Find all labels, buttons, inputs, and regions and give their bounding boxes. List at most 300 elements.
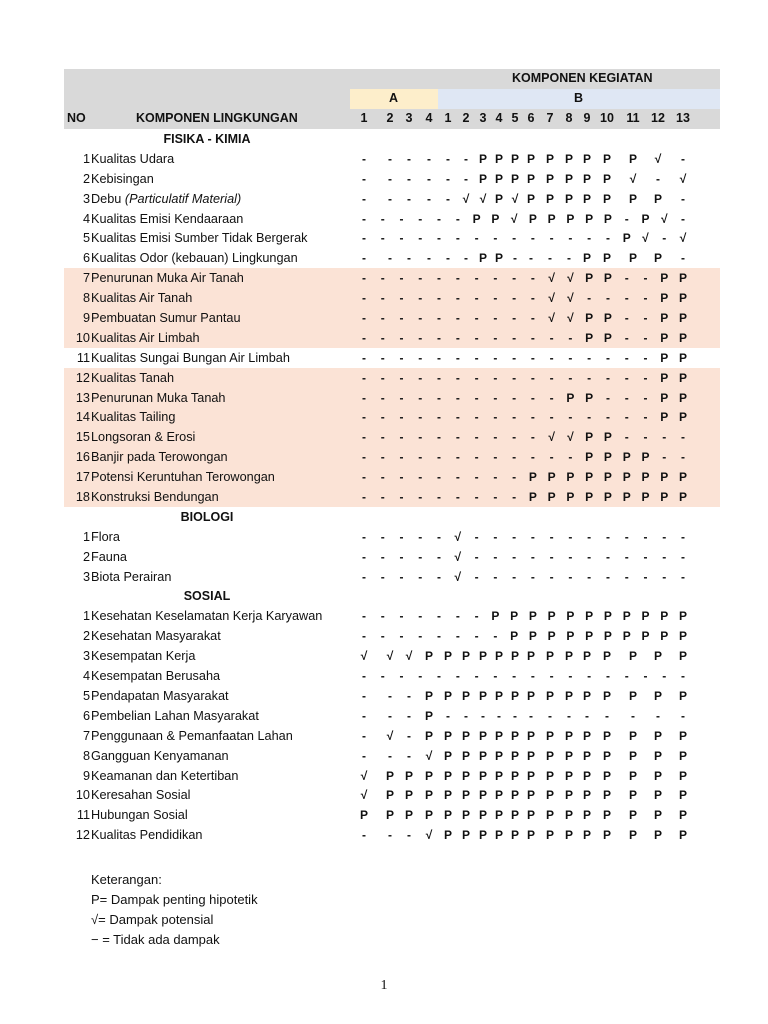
impact-mark: P: [582, 151, 591, 166]
impact-mark: P: [491, 211, 500, 226]
impact-mark: -: [380, 330, 385, 345]
impact-mark: -: [380, 370, 385, 385]
impact-mark: P: [566, 211, 575, 226]
impact-mark: P: [564, 649, 573, 664]
component-name: [91, 647, 195, 665]
impact-mark: -: [512, 549, 517, 564]
impact-mark: P: [602, 688, 611, 703]
impact-mark: P: [478, 808, 487, 823]
component-name-text: Kualitas Air Tanah: [91, 291, 193, 306]
impact-mark: -: [643, 350, 648, 365]
impact-mark: P: [494, 151, 503, 166]
impact-mark: P: [653, 788, 662, 803]
impact-mark: √: [642, 231, 649, 246]
component-name-text: Kualitas Emisi Kendaaraan: [91, 211, 244, 226]
impact-mark: -: [437, 569, 442, 584]
impact-mark: -: [624, 370, 629, 385]
impact-mark: -: [530, 271, 535, 286]
impact-mark: P: [585, 271, 594, 286]
impact-mark: -: [418, 669, 423, 684]
impact-mark: -: [407, 708, 411, 723]
impact-mark: -: [624, 569, 629, 584]
impact-mark: P: [545, 688, 554, 703]
impact-mark: P: [641, 629, 650, 644]
impact-mark: -: [437, 629, 442, 644]
impact-mark: P: [564, 788, 573, 803]
impact-mark: -: [474, 271, 479, 286]
header-sub-row: [64, 89, 720, 109]
impact-mark: -: [587, 669, 592, 684]
impact-mark: -: [493, 271, 498, 286]
impact-mark: -: [512, 271, 517, 286]
impact-mark: P: [660, 291, 669, 306]
impact-mark: P: [678, 609, 687, 624]
impact-mark: -: [362, 529, 366, 544]
impact-mark: -: [362, 211, 366, 226]
section-title: FISIKA - KIMIA: [163, 132, 251, 146]
component-name-text: Keresahan Sosial: [91, 788, 191, 803]
impact-mark: -: [493, 390, 498, 405]
row-number: 7: [82, 271, 90, 286]
impact-mark: -: [380, 569, 385, 584]
impact-mark: -: [662, 569, 667, 584]
impact-mark: P: [628, 191, 637, 206]
legend-item-check: √= Dampak potensial: [91, 912, 214, 927]
impact-mark: P: [628, 728, 637, 743]
impact-mark: P: [510, 609, 519, 624]
component-name-text: Pembuatan Sumur Pantau: [91, 311, 241, 326]
impact-mark: P: [494, 649, 503, 664]
impact-mark: -: [399, 470, 404, 485]
impact-mark: -: [407, 191, 411, 206]
impact-mark: -: [643, 311, 648, 326]
impact-mark: P: [641, 490, 650, 505]
impact-mark: -: [362, 828, 366, 843]
column-number-header: 9: [583, 111, 591, 125]
impact-mark: -: [437, 549, 442, 564]
impact-mark: -: [437, 291, 442, 306]
impact-mark: -: [493, 330, 498, 345]
section-title: BIOLOGI: [180, 509, 234, 524]
impact-mark: P: [566, 490, 575, 505]
impact-mark: -: [474, 430, 479, 445]
impact-mark: -: [455, 390, 460, 405]
component-name-text: Potensi Keruntuhan Terowongan: [91, 470, 275, 485]
impact-mark: -: [631, 708, 635, 723]
impact-mark: P: [510, 808, 519, 823]
impact-mark: P: [424, 728, 433, 743]
impact-mark: P: [494, 171, 503, 186]
component-name-text: Pendapatan Masyarakat: [91, 688, 229, 703]
impact-mark: √: [454, 529, 462, 544]
impact-mark: -: [568, 569, 573, 584]
impact-mark: P: [545, 728, 554, 743]
impact-mark: -: [568, 330, 573, 345]
impact-mark: √: [386, 649, 394, 664]
matrix-body: [64, 129, 720, 845]
impact-mark: -: [481, 708, 485, 723]
impact-mark: P: [660, 470, 669, 485]
impact-mark: P: [653, 728, 662, 743]
impact-mark: -: [388, 171, 392, 186]
impact-mark: -: [493, 231, 498, 246]
group-a-cell: [350, 89, 438, 109]
impact-mark: -: [549, 370, 554, 385]
impact-mark: -: [418, 450, 423, 465]
impact-mark: -: [362, 271, 366, 286]
impact-mark: P: [494, 808, 503, 823]
table-row: [64, 288, 720, 308]
component-name: [91, 747, 229, 765]
impact-mark: P: [494, 768, 503, 783]
impact-mark: P: [547, 490, 556, 505]
impact-mark: -: [474, 330, 479, 345]
impact-mark: -: [681, 569, 685, 584]
impact-mark: -: [437, 370, 442, 385]
impact-mark: P: [628, 788, 637, 803]
table-row: [64, 228, 720, 248]
impact-mark: P: [545, 748, 554, 763]
impact-mark: √: [679, 171, 687, 186]
impact-mark: P: [602, 171, 611, 186]
impact-mark: P: [545, 649, 554, 664]
impact-mark: -: [362, 330, 366, 345]
impact-mark: P: [545, 808, 554, 823]
table-row: [64, 686, 720, 706]
impact-mark: -: [388, 748, 392, 763]
impact-mark: P: [510, 171, 519, 186]
impact-mark: P: [528, 490, 537, 505]
impact-mark: -: [681, 251, 685, 266]
component-name: [91, 210, 243, 228]
component-name-text: Kebisingan: [91, 171, 154, 186]
impact-mark: P: [564, 151, 573, 166]
impact-mark: P: [602, 151, 611, 166]
component-name-text: Kualitas Pendidikan: [91, 828, 203, 843]
table-row: [64, 567, 720, 587]
impact-mark: P: [678, 629, 687, 644]
impact-mark: P: [526, 688, 535, 703]
impact-mark: -: [418, 410, 423, 425]
row-number: 6: [82, 251, 90, 266]
impact-mark: -: [446, 708, 450, 723]
impact-mark: -: [437, 669, 442, 684]
impact-mark: -: [399, 311, 404, 326]
impact-mark: -: [464, 251, 468, 266]
impact-mark: -: [399, 231, 404, 246]
impact-mark: -: [399, 629, 404, 644]
impact-mark: -: [474, 370, 479, 385]
component-name: [91, 568, 171, 586]
impact-mark: P: [603, 490, 612, 505]
impact-mark: -: [464, 708, 468, 723]
impact-mark: -: [380, 450, 385, 465]
impact-mark: P: [582, 808, 591, 823]
component-name: [91, 528, 120, 546]
impact-mark: -: [567, 708, 571, 723]
impact-mark: -: [418, 470, 423, 485]
impact-mark: -: [455, 311, 460, 326]
impact-mark: P: [478, 768, 487, 783]
impact-mark: -: [399, 370, 404, 385]
impact-mark: -: [474, 609, 479, 624]
impact-mark: -: [474, 291, 479, 306]
impact-mark: P: [461, 808, 470, 823]
impact-mark: -: [643, 291, 648, 306]
impact-mark: -: [605, 231, 610, 246]
impact-mark: -: [380, 669, 385, 684]
impact-mark: -: [624, 291, 629, 306]
impact-mark: P: [602, 251, 611, 266]
impact-mark: -: [418, 629, 423, 644]
table-row: [64, 308, 720, 328]
impact-mark: -: [549, 231, 554, 246]
component-name: [91, 309, 241, 327]
impact-mark: P: [564, 191, 573, 206]
impact-mark: P: [461, 828, 470, 843]
column-number-header: 4: [495, 111, 503, 125]
table-row: [64, 527, 720, 547]
column-header-row: [64, 109, 720, 129]
impact-mark: -: [493, 470, 498, 485]
impact-mark: -: [418, 549, 423, 564]
impact-mark: P: [510, 768, 519, 783]
impact-mark: -: [418, 609, 423, 624]
impact-mark: P: [461, 748, 470, 763]
impact-mark: -: [493, 370, 498, 385]
impact-mark: -: [388, 151, 392, 166]
impact-mark: P: [566, 390, 575, 405]
impact-mark: P: [424, 808, 433, 823]
component-name-text: Penggunaan & Pemanfaatan Lahan: [91, 728, 293, 743]
impact-mark: -: [530, 370, 535, 385]
impact-mark: P: [478, 649, 487, 664]
impact-mark: P: [494, 191, 503, 206]
impact-mark: P: [602, 768, 611, 783]
impact-mark: -: [437, 490, 442, 505]
component-name: [91, 289, 192, 307]
impact-mark: P: [510, 788, 519, 803]
component-name: [91, 389, 226, 407]
row-number: 8: [82, 748, 90, 763]
impact-mark: P: [526, 808, 535, 823]
impact-mark: -: [399, 390, 404, 405]
component-name-text: Biota Perairan: [91, 569, 172, 584]
impact-mark: P: [526, 728, 535, 743]
impact-mark: -: [418, 529, 423, 544]
impact-mark: -: [362, 231, 366, 246]
impact-mark: √: [679, 231, 687, 246]
impact-mark: P: [478, 728, 487, 743]
impact-mark: -: [474, 529, 479, 544]
impact-mark: √: [567, 311, 574, 326]
impact-mark: -: [362, 171, 366, 186]
impact-mark: -: [380, 430, 385, 445]
row-number: 1: [82, 529, 90, 544]
component-name: [91, 607, 322, 625]
impact-mark: P: [585, 629, 594, 644]
impact-mark: -: [362, 251, 366, 266]
impact-mark: P: [526, 171, 535, 186]
impact-mark: -: [474, 410, 479, 425]
impact-mark: P: [653, 251, 662, 266]
component-name-text: Kualitas Air Limbah: [91, 330, 200, 345]
impact-mark: -: [512, 231, 517, 246]
impact-mark: -: [568, 231, 573, 246]
impact-mark: -: [455, 450, 460, 465]
impact-mark: -: [656, 171, 660, 186]
impact-mark: P: [526, 649, 535, 664]
impact-mark: √: [567, 291, 574, 306]
component-name-text: Longsoran & Erosi: [91, 430, 196, 445]
impact-mark: P: [526, 828, 535, 843]
group-title: KOMPONEN KEGIATAN: [512, 71, 653, 85]
impact-mark: P: [678, 410, 687, 425]
impact-mark: P: [585, 430, 594, 445]
impact-mark: -: [407, 171, 411, 186]
impact-mark: P: [494, 728, 503, 743]
impact-mark: -: [418, 231, 423, 246]
component-name: [91, 468, 275, 486]
impact-mark: -: [474, 669, 479, 684]
impact-mark: P: [602, 788, 611, 803]
impact-mark: P: [443, 828, 452, 843]
impact-mark: P: [443, 768, 452, 783]
column-number-header: 7: [546, 111, 554, 125]
impact-mark: -: [455, 609, 460, 624]
section-header-row: [64, 586, 720, 606]
row-number: 12: [75, 828, 90, 843]
impact-mark: -: [549, 450, 554, 465]
row-number: 1: [82, 609, 90, 624]
component-name-text: Keamanan dan Ketertiban: [91, 768, 239, 783]
table-row: [64, 825, 720, 845]
impact-mark: √: [548, 430, 555, 445]
impact-mark: -: [605, 549, 610, 564]
component-name-text: Kesehatan Keselamatan Kerja Karyawan: [91, 609, 323, 624]
impact-mark: -: [455, 430, 460, 445]
component-name: [91, 269, 244, 287]
impact-mark: -: [474, 231, 479, 246]
impact-mark: -: [427, 191, 431, 206]
impact-mark: P: [582, 788, 591, 803]
impact-mark: -: [530, 390, 535, 405]
table-row: [64, 447, 720, 467]
impact-mark: P: [602, 191, 611, 206]
impact-mark: P: [653, 191, 662, 206]
impact-mark: -: [549, 669, 554, 684]
impact-mark: -: [681, 151, 685, 166]
impact-mark: P: [622, 450, 631, 465]
impact-mark: P: [582, 748, 591, 763]
component-name: [91, 408, 175, 426]
impact-mark: P: [443, 728, 452, 743]
legend: [91, 870, 258, 950]
impact-mark: -: [530, 450, 535, 465]
impact-mark: √: [360, 768, 368, 783]
impact-mark: -: [549, 569, 554, 584]
impact-mark: -: [474, 470, 479, 485]
impact-mark: -: [399, 330, 404, 345]
group-a-label: A: [389, 91, 399, 105]
component-name-text: Kualitas Tanah: [91, 370, 174, 385]
impact-mark: P: [585, 450, 594, 465]
row-number: 7: [82, 728, 90, 743]
impact-mark: P: [585, 609, 594, 624]
impact-mark: P: [582, 688, 591, 703]
impact-mark: -: [474, 450, 479, 465]
impact-mark: -: [605, 708, 609, 723]
table-row: [64, 726, 720, 746]
section-title: SOSIAL: [183, 589, 231, 604]
row-number: 15: [75, 430, 90, 445]
legend-item-dash: − = Tidak ada dampak: [91, 932, 220, 947]
impact-mark: P: [582, 191, 591, 206]
impact-mark: -: [427, 151, 431, 166]
impact-mark: √: [567, 430, 574, 445]
impact-mark: -: [548, 251, 552, 266]
impact-mark: √: [567, 271, 574, 286]
column-number-header: 4: [425, 111, 433, 125]
impact-mark: P: [678, 390, 687, 405]
column-number-header: 10: [600, 111, 614, 125]
impact-mark: P: [622, 490, 631, 505]
impact-mark: -: [568, 350, 573, 365]
impact-mark: √: [425, 828, 433, 843]
impact-mark: P: [603, 330, 612, 345]
impact-mark: P: [660, 490, 669, 505]
table-row: [64, 626, 720, 646]
component-name: [91, 767, 238, 785]
impact-mark: -: [493, 569, 498, 584]
impact-mark: P: [678, 788, 687, 803]
component-name-text: Banjir pada Terowongan: [91, 450, 228, 465]
impact-mark: P: [478, 788, 487, 803]
impact-mark: -: [681, 430, 685, 445]
impact-mark: P: [547, 211, 556, 226]
component-name: [91, 170, 154, 188]
table-row: [64, 189, 720, 209]
impact-mark: P: [678, 291, 687, 306]
impact-mark: -: [380, 410, 385, 425]
page-number: 1: [380, 978, 388, 993]
impact-mark: -: [624, 430, 629, 445]
table-row: [64, 785, 720, 805]
impact-mark: -: [512, 669, 517, 684]
impact-mark: -: [362, 350, 366, 365]
impact-mark: P: [585, 470, 594, 485]
impact-mark: -: [407, 151, 411, 166]
impact-mark: P: [622, 231, 631, 246]
impact-mark: -: [399, 569, 404, 584]
impact-mark: P: [528, 609, 537, 624]
impact-mark: P: [443, 649, 452, 664]
impact-mark: -: [437, 609, 442, 624]
impact-mark: -: [418, 311, 423, 326]
impact-mark: P: [545, 788, 554, 803]
impact-mark: -: [681, 529, 685, 544]
row-number: 16: [75, 450, 90, 465]
impact-mark: P: [494, 748, 503, 763]
component-name-text: Kualitas Odor (kebauan) Lingkungan: [91, 251, 298, 266]
impact-mark: P: [478, 748, 487, 763]
impact-mark: P: [443, 688, 452, 703]
impact-mark: -: [529, 708, 533, 723]
impact-mark: P: [660, 311, 669, 326]
component-name: [91, 826, 202, 844]
impact-mark: -: [656, 708, 660, 723]
impact-mark: -: [399, 450, 404, 465]
